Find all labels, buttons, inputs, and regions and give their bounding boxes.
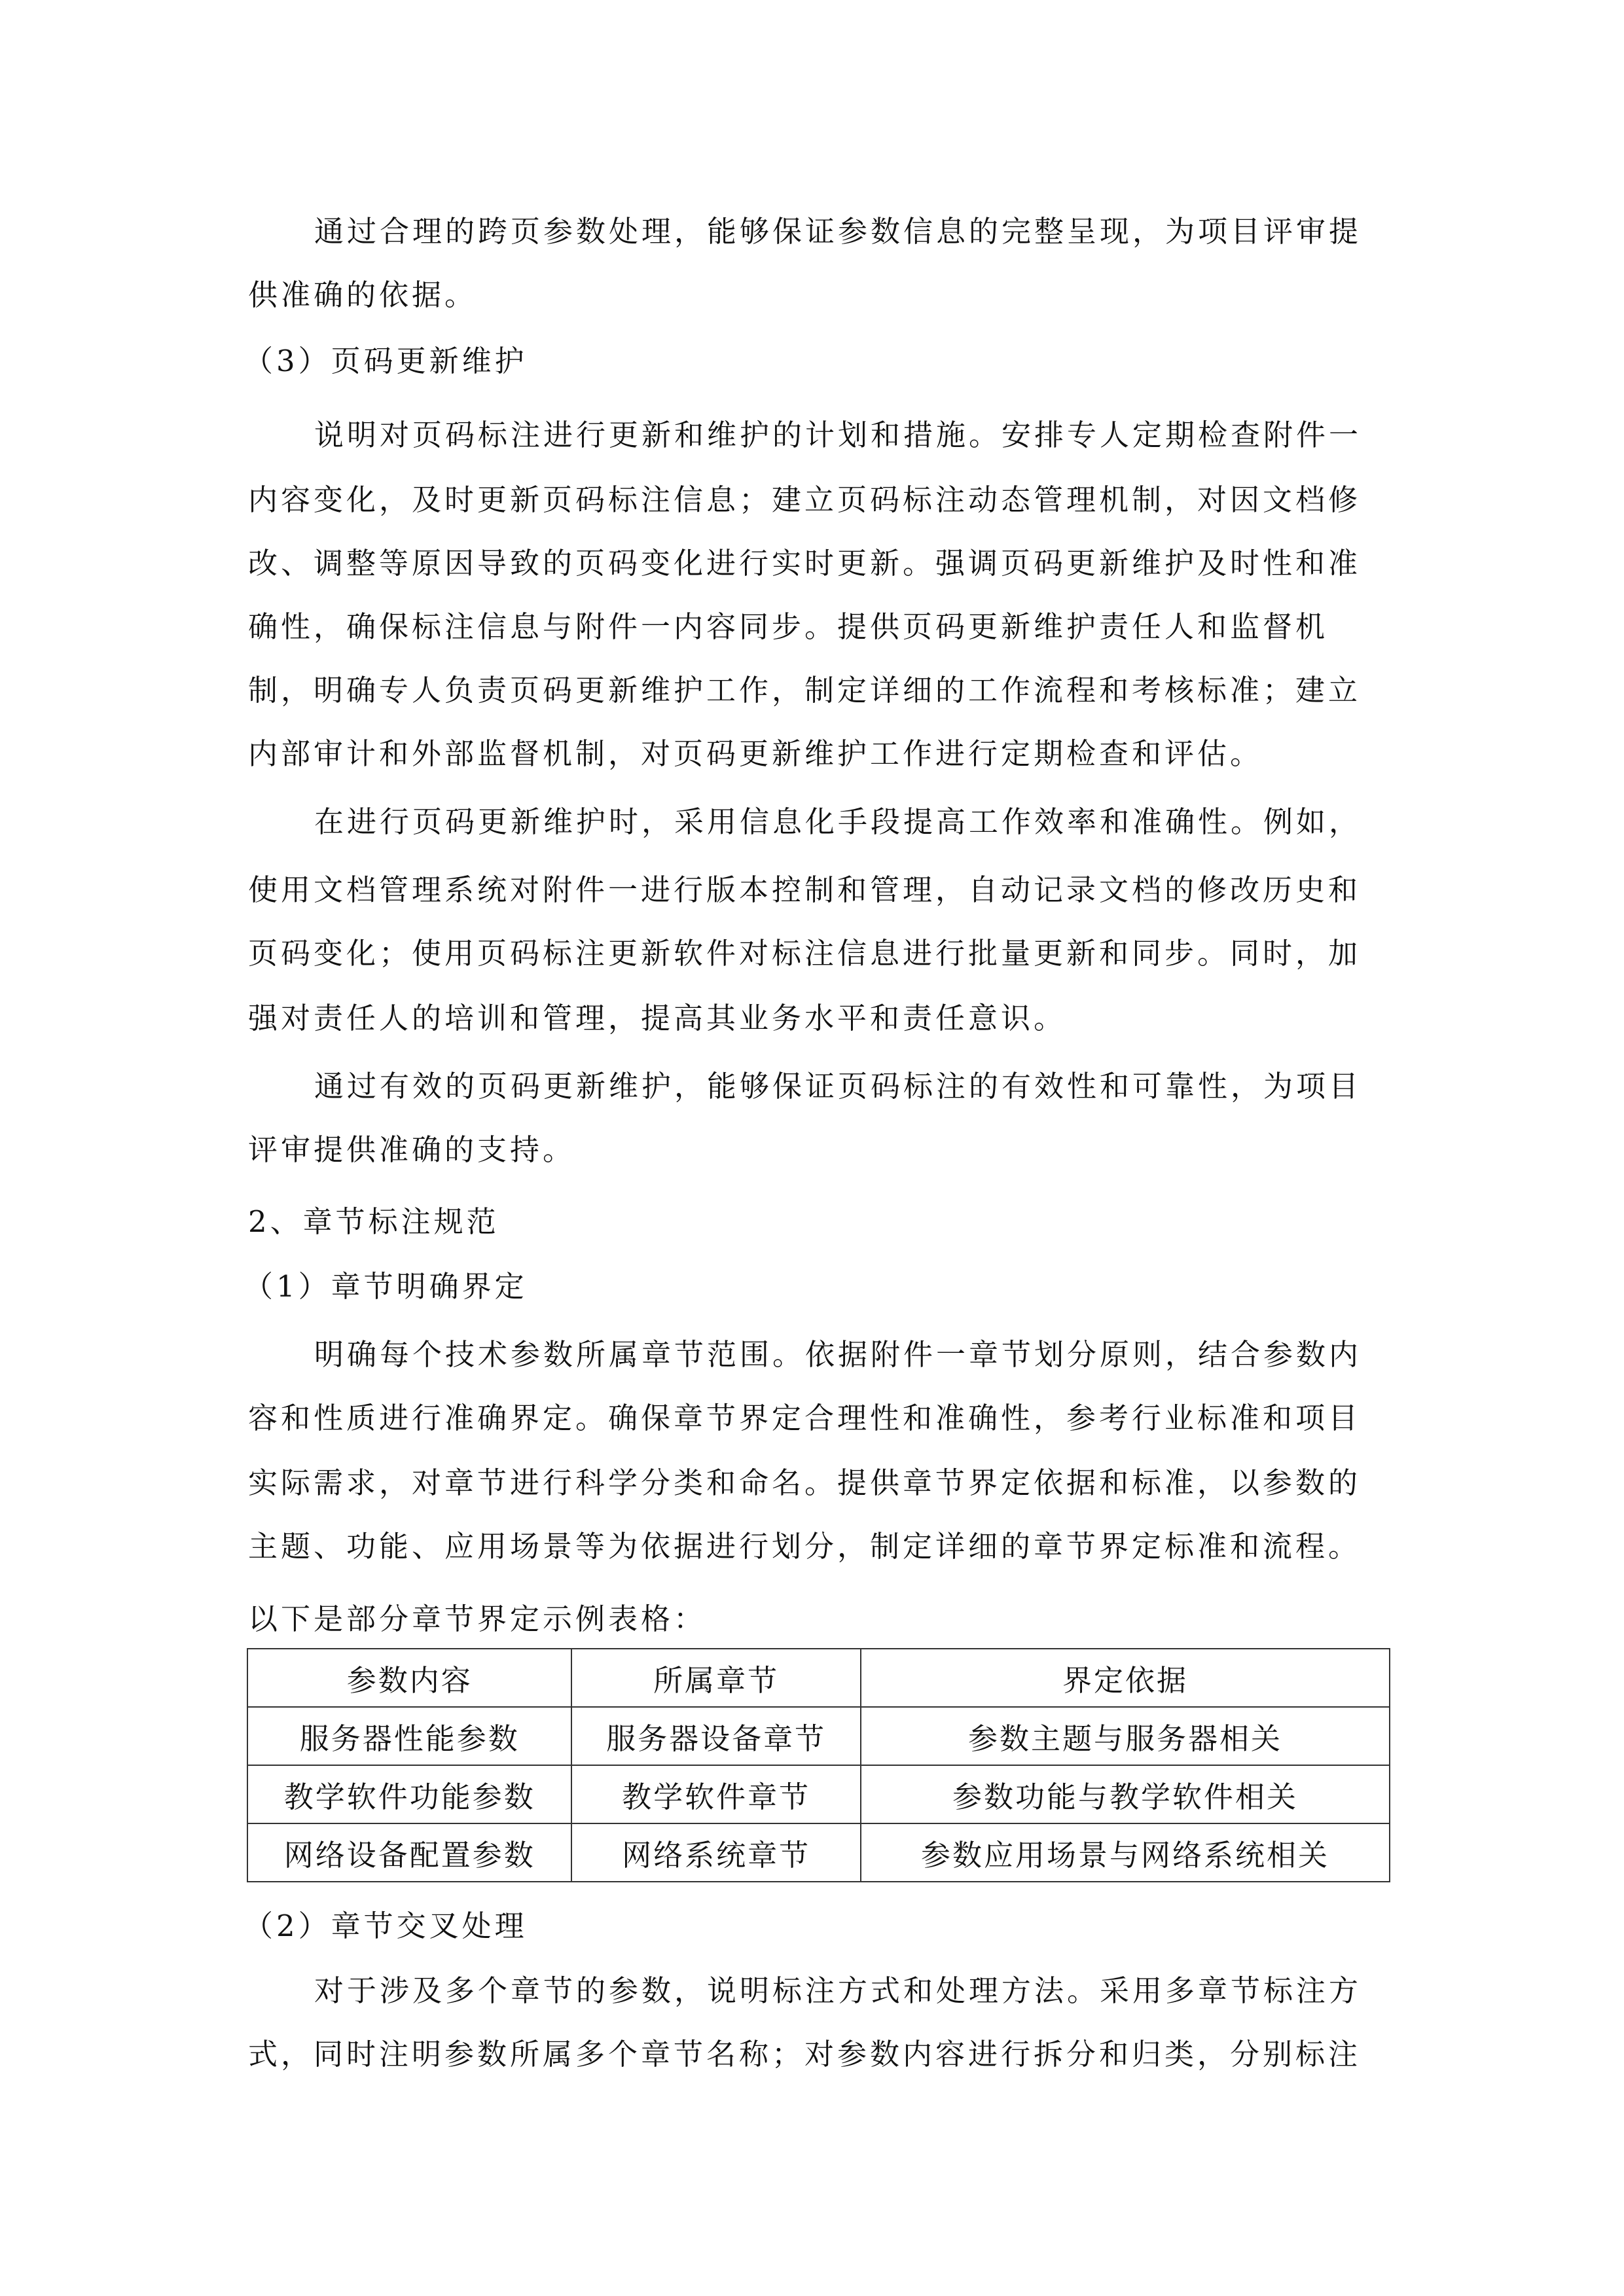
table-cell: 教学软件章节 (571, 1765, 861, 1823)
body-line: 容和性质进行准确界定。确保章节界定合理性和准确性，参考行业标准和项目 (248, 1401, 1362, 1435)
table-cell: 服务器设备章节 (571, 1707, 861, 1765)
body-line: 明确每个技术参数所属章节范围。依据附件一章节划分原则，结合参数内 (314, 1337, 1362, 1372)
table-cell: 参数应用场景与网络系统相关 (861, 1823, 1390, 1882)
table-header-row (247, 1649, 1390, 1707)
body-line: 主题、功能、应用场景等为依据进行划分，制定详细的章节界定标准和流程。 (248, 1529, 1362, 1564)
section-heading: 2、章节标注规范 (248, 1204, 499, 1239)
body-line: 页码变化；使用页码标注更新软件对标注信息进行批量更新和同步。同时，加 (248, 936, 1362, 971)
body-line: 通过有效的页码更新维护，能够保证页码标注的有效性和可靠性，为项目 (314, 1069, 1362, 1103)
body-line: 在进行页码更新维护时，采用信息化手段提高工作效率和准确性。例如， (314, 804, 1362, 839)
body-line: 内部审计和外部监督机制，对页码更新维护工作进行定期检查和评估。 (248, 736, 1263, 771)
body-line: 确性，确保标注信息与附件一内容同步。提供页码更新维护责任人和监督机 (248, 609, 1329, 644)
section-heading: （3）页码更新维护 (244, 344, 528, 378)
table-row (247, 1765, 1390, 1823)
body-line: 评审提供准确的支持。 (248, 1132, 576, 1167)
body-line: 内容变化，及时更新页码标注信息；建立页码标注动态管理机制，对因文档修 (248, 482, 1362, 517)
body-line: 以下是部分章节界定示例表格： (248, 1602, 707, 1636)
body-line: 强对责任人的培训和管理，提高其业务水平和责任意识。 (248, 1001, 1067, 1035)
body-line: 改、调整等原因导致的页码变化进行实时更新。强调页码更新维护及时性和准 (248, 546, 1362, 581)
table-header-cell: 界定依据 (861, 1649, 1390, 1707)
chapter-definition-table (247, 1648, 1390, 1882)
table-cell: 教学软件功能参数 (247, 1765, 571, 1823)
table-row (247, 1823, 1390, 1882)
table-cell: 服务器性能参数 (247, 1707, 571, 1765)
body-line: 对于涉及多个章节的参数，说明标注方式和处理方法。采用多章节标注方 (314, 1973, 1362, 2008)
table-cell: 网络设备配置参数 (247, 1823, 571, 1882)
body-line: 使用文档管理系统对附件一进行版本控制和管理，自动记录文档的修改历史和 (248, 872, 1362, 907)
table-row (247, 1707, 1390, 1765)
section-heading: （2）章节交叉处理 (244, 1909, 528, 1943)
section-heading: （1）章节明确界定 (244, 1269, 528, 1304)
body-line: 实际需求，对章节进行科学分类和命名。提供章节界定依据和标准，以参数的 (248, 1465, 1362, 1500)
table-cell: 参数功能与教学软件相关 (861, 1765, 1390, 1823)
body-line: 供准确的依据。 (248, 278, 478, 312)
body-line: 制，明确专人负责页码更新维护工作，制定详细的工作流程和考核标准；建立 (248, 673, 1362, 708)
table-cell: 网络系统章节 (571, 1823, 861, 1882)
table-cell: 参数主题与服务器相关 (861, 1707, 1390, 1765)
table-header-cell: 所属章节 (571, 1649, 861, 1707)
body-line: 式，同时注明参数所属多个章节名称；对参数内容进行拆分和归类，分别标注 (248, 2037, 1362, 2072)
body-line: 说明对页码标注进行更新和维护的计划和措施。安排专人定期检查附件一 (314, 418, 1362, 452)
body-line: 通过合理的跨页参数处理，能够保证参数信息的完整呈现，为项目评审提 (314, 214, 1362, 249)
table-header-cell: 参数内容 (247, 1649, 571, 1707)
